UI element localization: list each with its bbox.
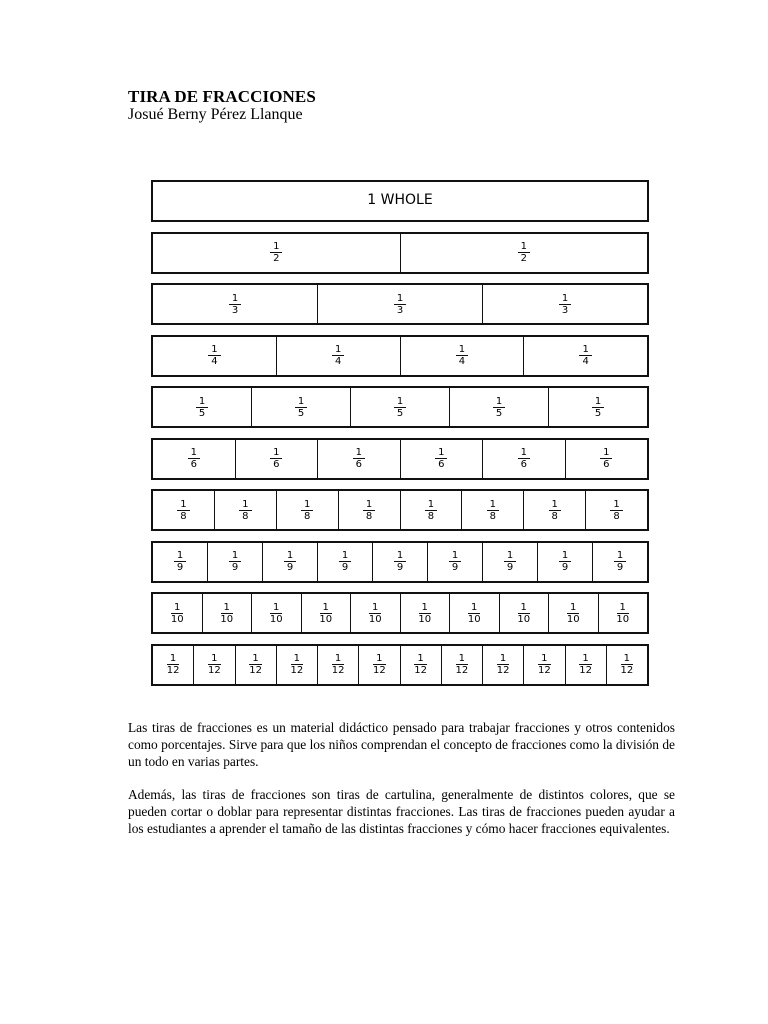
fraction-label xyxy=(246,653,265,676)
fraction-cell xyxy=(153,234,400,272)
fraction-numerator: 1 xyxy=(468,602,480,614)
document-title: TIRA DE FRACCIONES xyxy=(128,87,316,106)
fraction-label xyxy=(332,344,344,367)
fraction-label xyxy=(411,653,430,676)
fraction-cell xyxy=(358,646,399,684)
fraction-numerator: 1 xyxy=(332,653,344,665)
fraction-denominator: 12 xyxy=(290,665,304,676)
fraction-denominator: 10 xyxy=(220,613,234,625)
fraction-denominator: 9 xyxy=(616,562,624,573)
fraction-label xyxy=(514,602,533,625)
fraction-cell xyxy=(537,543,592,581)
fraction-label xyxy=(504,550,516,573)
fraction-numerator: 1 xyxy=(435,447,447,459)
fraction-numerator: 1 xyxy=(196,396,208,408)
fraction-cell xyxy=(235,646,276,684)
fraction-cell xyxy=(350,388,449,426)
fraction-numerator: 1 xyxy=(559,550,571,562)
fraction-label xyxy=(549,499,561,522)
document-author: Josué Berny Pérez Llanque xyxy=(128,106,303,123)
fraction-numerator: 1 xyxy=(456,344,468,356)
fraction-numerator: 1 xyxy=(493,396,505,408)
fraction-label xyxy=(425,499,437,522)
fraction-label xyxy=(196,396,208,419)
fraction-label xyxy=(366,602,385,625)
fraction-numerator: 1 xyxy=(394,396,406,408)
fraction-strip-2 xyxy=(151,232,649,274)
fraction-strip-6 xyxy=(151,438,649,480)
fraction-cell xyxy=(317,440,400,478)
fraction-denominator: 12 xyxy=(496,665,510,676)
fraction-denominator: 8 xyxy=(242,510,249,522)
fraction-denominator: 6 xyxy=(190,459,197,470)
fraction-numerator: 1 xyxy=(301,499,313,511)
fraction-cell xyxy=(350,594,400,632)
fraction-numerator: 1 xyxy=(579,344,591,356)
fraction-label xyxy=(329,653,348,676)
fraction-cell xyxy=(235,440,318,478)
fraction-denominator: 10 xyxy=(319,613,333,625)
fraction-label xyxy=(559,550,571,573)
fraction-cell xyxy=(400,234,648,272)
fraction-numerator: 1 xyxy=(291,653,303,665)
fraction-cell xyxy=(372,543,427,581)
fraction-denominator: 6 xyxy=(438,459,445,470)
fraction-cell xyxy=(214,491,276,529)
fraction-label xyxy=(564,602,583,625)
fraction-cell xyxy=(251,388,350,426)
fraction-label xyxy=(188,447,200,470)
fraction-numerator: 1 xyxy=(559,293,571,305)
fraction-denominator: 9 xyxy=(396,562,404,573)
fraction-denominator: 9 xyxy=(176,562,184,573)
fraction-label xyxy=(576,653,595,676)
fraction-denominator: 12 xyxy=(455,665,469,676)
fraction-denominator: 9 xyxy=(341,562,349,573)
fraction-cell xyxy=(400,491,462,529)
fraction-numerator: 1 xyxy=(295,396,307,408)
fraction-numerator: 1 xyxy=(229,550,241,562)
fraction-denominator: 4 xyxy=(334,356,342,367)
fraction-denominator: 8 xyxy=(365,510,373,522)
fraction-cell xyxy=(400,337,524,375)
fraction-cell xyxy=(276,491,338,529)
fraction-strip-3 xyxy=(151,283,649,325)
fraction-cell xyxy=(548,388,647,426)
fraction-label xyxy=(559,293,571,316)
fraction-label xyxy=(487,499,499,522)
fraction-denominator: 3 xyxy=(231,304,239,316)
fraction-label xyxy=(394,550,406,573)
fraction-label xyxy=(229,550,241,573)
fraction-label xyxy=(208,344,220,367)
fraction-denominator: 6 xyxy=(520,459,527,470)
fraction-label xyxy=(288,653,307,676)
fraction-cell xyxy=(598,594,648,632)
fraction-numerator: 1 xyxy=(339,550,351,562)
fraction-numerator: 1 xyxy=(332,344,344,356)
fraction-numerator: 1 xyxy=(617,602,629,614)
fraction-cell xyxy=(276,337,400,375)
fraction-label xyxy=(177,499,189,522)
fraction-label xyxy=(415,602,434,625)
fraction-denominator: 10 xyxy=(368,613,382,625)
fraction-denominator: 5 xyxy=(396,407,404,419)
fraction-denominator: 8 xyxy=(489,510,496,522)
fraction-cell xyxy=(592,543,647,581)
fraction-denominator: 10 xyxy=(467,613,481,625)
fraction-denominator: 9 xyxy=(286,562,294,573)
fraction-denominator: 12 xyxy=(373,665,386,676)
fraction-numerator: 1 xyxy=(270,241,282,253)
fraction-denominator: 9 xyxy=(561,562,569,573)
fraction-numerator: 1 xyxy=(456,653,468,665)
fraction-label xyxy=(363,499,375,522)
fraction-denominator: 5 xyxy=(594,407,602,419)
fraction-label xyxy=(370,653,389,676)
fraction-cell xyxy=(153,491,214,529)
fraction-label xyxy=(456,344,468,367)
fraction-label xyxy=(316,602,335,625)
fraction-label xyxy=(270,447,282,470)
fraction-denominator: 3 xyxy=(396,304,404,316)
fraction-numerator: 1 xyxy=(270,602,282,614)
fraction-numerator: 1 xyxy=(592,396,604,408)
fraction-denominator: 10 xyxy=(566,613,580,625)
fraction-numerator: 1 xyxy=(177,499,189,511)
fraction-numerator: 1 xyxy=(600,447,612,459)
fraction-cell xyxy=(207,543,262,581)
fraction-numerator: 1 xyxy=(538,653,550,665)
fraction-denominator: 2 xyxy=(273,253,280,264)
fraction-numerator: 1 xyxy=(579,653,591,665)
fraction-cell xyxy=(317,646,358,684)
fraction-label xyxy=(239,499,251,522)
fraction-numerator: 1 xyxy=(353,447,365,459)
fraction-numerator: 1 xyxy=(394,550,406,562)
fraction-numerator: 1 xyxy=(610,499,622,511)
fraction-numerator: 1 xyxy=(221,602,233,614)
fraction-cell xyxy=(482,646,523,684)
fraction-cell xyxy=(461,491,523,529)
fraction-numerator: 1 xyxy=(549,499,561,511)
fraction-strip-12 xyxy=(151,644,649,686)
fraction-cell xyxy=(338,491,400,529)
fraction-denominator: 10 xyxy=(418,613,432,625)
fraction-label xyxy=(229,293,241,316)
fraction-denominator: 12 xyxy=(166,665,180,676)
fraction-numerator: 1 xyxy=(504,550,516,562)
fraction-label xyxy=(453,653,472,676)
fraction-label xyxy=(164,653,183,676)
fraction-cell xyxy=(153,388,251,426)
fraction-cell xyxy=(523,337,647,375)
fraction-cell xyxy=(585,491,647,529)
fraction-cell xyxy=(400,646,441,684)
fraction-numerator: 1 xyxy=(414,653,426,665)
whole-strip xyxy=(151,180,649,222)
fraction-strip-4 xyxy=(151,335,649,377)
fraction-numerator: 1 xyxy=(518,241,530,253)
fraction-label xyxy=(518,241,530,264)
fraction-cell xyxy=(523,491,585,529)
fraction-cell xyxy=(400,440,483,478)
fraction-numerator: 1 xyxy=(614,550,626,562)
fraction-numerator: 1 xyxy=(174,550,186,562)
fraction-cell xyxy=(606,646,647,684)
fraction-cell xyxy=(400,594,450,632)
paragraph-1: Las tiras de fracciones es un material didáctico pensado para trabajar fracciones y otros contenidos como porcentajes. Sirve para que los niños comprendan el concepto de fracciones como la división de un todo en varias partes. xyxy=(128,720,675,769)
fraction-strips-figure xyxy=(151,180,649,695)
fraction-numerator: 1 xyxy=(270,447,282,459)
fraction-denominator: 8 xyxy=(180,510,187,522)
fraction-label xyxy=(270,241,282,264)
fraction-numerator: 1 xyxy=(425,499,437,511)
fraction-cell xyxy=(523,646,564,684)
fraction-label xyxy=(600,447,612,470)
fraction-denominator: 5 xyxy=(495,407,503,419)
fraction-cell xyxy=(449,594,499,632)
fraction-strip-10 xyxy=(151,592,649,634)
fraction-denominator: 2 xyxy=(520,253,527,264)
fraction-cell xyxy=(193,646,234,684)
fraction-numerator: 1 xyxy=(249,653,261,665)
fraction-label xyxy=(613,602,632,625)
fraction-cell xyxy=(153,337,276,375)
fraction-numerator: 1 xyxy=(229,293,241,305)
fraction-strip-9 xyxy=(151,541,649,583)
fraction-denominator: 6 xyxy=(603,459,610,470)
fraction-denominator: 6 xyxy=(355,459,362,470)
fraction-label xyxy=(174,550,186,573)
fraction-cell xyxy=(301,594,351,632)
fraction-denominator: 8 xyxy=(613,510,620,522)
fraction-cell xyxy=(153,440,235,478)
fraction-label xyxy=(494,653,513,676)
fraction-label xyxy=(449,550,461,573)
fraction-label xyxy=(394,396,406,419)
fraction-numerator: 1 xyxy=(518,602,530,614)
fraction-cell xyxy=(251,594,301,632)
fraction-cell xyxy=(482,285,647,323)
fraction-denominator: 4 xyxy=(582,356,589,367)
fraction-label xyxy=(394,293,406,316)
fraction-label xyxy=(465,602,484,625)
fraction-denominator: 8 xyxy=(551,510,558,522)
fraction-denominator: 12 xyxy=(249,665,262,676)
fraction-cell xyxy=(482,543,537,581)
fraction-cell xyxy=(499,594,549,632)
fraction-numerator: 1 xyxy=(369,602,381,614)
fraction-denominator: 9 xyxy=(451,562,459,573)
fraction-cell xyxy=(276,646,317,684)
fraction-numerator: 1 xyxy=(208,653,220,665)
fraction-label xyxy=(435,447,447,470)
fraction-numerator: 1 xyxy=(394,293,406,305)
fraction-cell xyxy=(441,646,482,684)
fraction-denominator: 9 xyxy=(506,562,514,573)
fraction-strip-5 xyxy=(151,386,649,428)
fraction-cell xyxy=(317,285,482,323)
fraction-denominator: 3 xyxy=(561,304,569,316)
fraction-numerator: 1 xyxy=(284,550,296,562)
fraction-denominator: 8 xyxy=(427,510,435,522)
fraction-cell xyxy=(449,388,548,426)
fraction-numerator: 1 xyxy=(567,602,579,614)
fraction-label xyxy=(610,499,622,522)
fraction-denominator: 12 xyxy=(579,665,592,676)
fraction-denominator: 5 xyxy=(297,407,305,419)
fraction-denominator: 10 xyxy=(269,613,283,625)
fraction-cell xyxy=(482,440,565,478)
fraction-denominator: 10 xyxy=(517,613,531,625)
fraction-label xyxy=(353,447,365,470)
fraction-numerator: 1 xyxy=(373,653,385,665)
fraction-numerator: 1 xyxy=(487,499,499,511)
fraction-numerator: 1 xyxy=(320,602,332,614)
fraction-label xyxy=(301,499,313,522)
fraction-cell xyxy=(427,543,482,581)
fraction-cell xyxy=(153,285,317,323)
fraction-numerator: 1 xyxy=(363,499,375,511)
fraction-label xyxy=(592,396,604,419)
fraction-label xyxy=(339,550,351,573)
fraction-label xyxy=(217,602,236,625)
fraction-numerator: 1 xyxy=(419,602,431,614)
fraction-denominator: 12 xyxy=(538,665,551,676)
fraction-numerator: 1 xyxy=(239,499,251,511)
fraction-denominator: 8 xyxy=(304,510,311,522)
fraction-numerator: 1 xyxy=(208,344,220,356)
fraction-numerator: 1 xyxy=(188,447,200,459)
fraction-label xyxy=(267,602,286,625)
fraction-cell xyxy=(565,646,606,684)
fraction-cell xyxy=(153,594,202,632)
fraction-numerator: 1 xyxy=(518,447,530,459)
fraction-cell xyxy=(548,594,598,632)
fraction-denominator: 12 xyxy=(208,665,221,676)
fraction-numerator: 1 xyxy=(449,550,461,562)
fraction-label xyxy=(618,653,637,676)
fraction-label xyxy=(518,447,530,470)
fraction-denominator: 12 xyxy=(331,665,345,676)
fraction-numerator: 1 xyxy=(497,653,509,665)
fraction-numerator: 1 xyxy=(621,653,633,665)
fraction-cell xyxy=(317,543,372,581)
fraction-denominator: 10 xyxy=(170,613,184,625)
fraction-denominator: 12 xyxy=(414,665,427,676)
fraction-denominator: 4 xyxy=(211,356,218,367)
fraction-cell xyxy=(202,594,252,632)
fraction-label xyxy=(535,653,554,676)
fraction-cell xyxy=(565,440,648,478)
fraction-denominator: 12 xyxy=(620,665,634,676)
fraction-cell xyxy=(262,543,317,581)
fraction-label xyxy=(493,396,505,419)
whole-label: 1 WHOLE xyxy=(367,192,433,208)
fraction-label xyxy=(284,550,296,573)
fraction-label xyxy=(614,550,626,573)
fraction-label xyxy=(579,344,591,367)
fraction-label xyxy=(205,653,224,676)
fraction-strip-8 xyxy=(151,489,649,531)
fraction-numerator: 1 xyxy=(171,602,183,614)
fraction-denominator: 6 xyxy=(273,459,280,470)
fraction-cell xyxy=(153,543,207,581)
fraction-denominator: 10 xyxy=(616,613,630,625)
fraction-denominator: 9 xyxy=(231,562,239,573)
fraction-cell xyxy=(153,646,193,684)
fraction-numerator: 1 xyxy=(167,653,179,665)
fraction-label xyxy=(168,602,187,625)
fraction-denominator: 5 xyxy=(198,407,206,419)
fraction-label xyxy=(295,396,307,419)
fraction-denominator: 4 xyxy=(458,356,466,367)
paragraph-2: Además, las tiras de fracciones son tiras de cartulina, generalmente de distintos colores, que se pueden cortar o doblar para representar distintas fracciones. Las tiras de fracciones pueden ayudar a los estudiantes a aprender el tamaño de las distintas fracciones y cómo hacer fracciones equivalentes. xyxy=(128,787,675,836)
